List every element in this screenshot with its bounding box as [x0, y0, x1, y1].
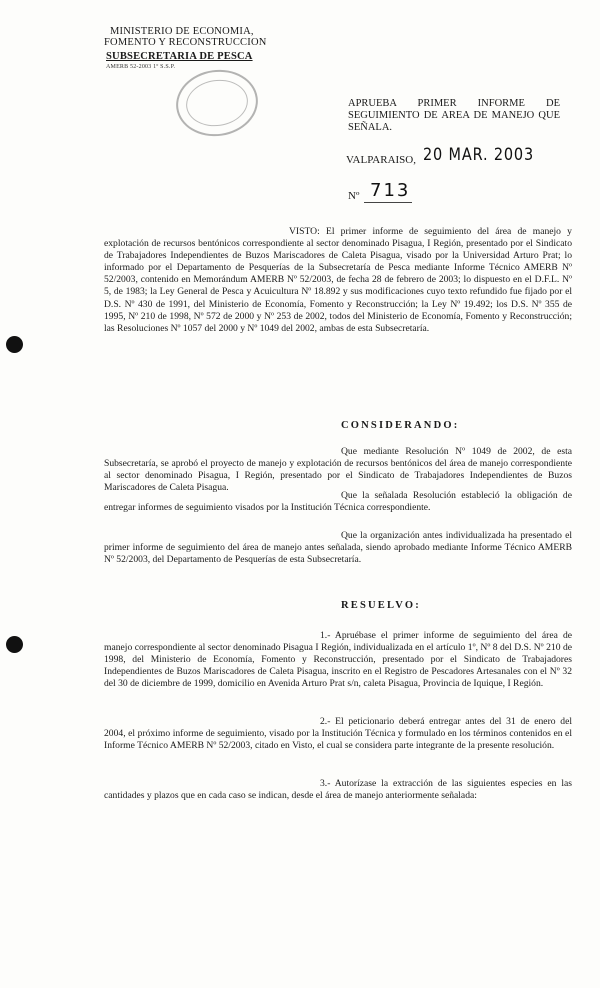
- punch-hole-top: [6, 336, 23, 353]
- considerando-item-2: Que la señalada Resolución estableció la obligación de entregar informes de seguimiento visados por la Institución Técnica correspondiente.: [104, 490, 572, 514]
- resuelvo-item-2: 2.- El peticionario deberá entregar antes del 31 de enero del 2004, el próximo informe de seguimiento, visado por la Institución Técnica y formulado en los términos contenidos en el Informe Técnico AMERB Nº 52/2003, citado en Visto, el cual se considera parte integrante de la presente resolución.: [104, 716, 572, 752]
- handwritten-date: 20 MAR. 2003: [423, 145, 535, 165]
- number-label: Nº: [348, 190, 360, 202]
- reference-code: AMERB 52-2003 1º S.S.P.: [106, 64, 176, 70]
- visto-text: El primer informe de seguimiento del área de manejo y explotación de recursos bentónicos correspondiente al sector denominado Pisagua, I Región, presentado por el Sindicato de Trabajadores Independientes de Buzos Mariscadores de Caleta Pisagua, visado por la Universidad Arturo Prat; lo informado por el Departamento de Pesquerías de la Subsecretaría de Pesca mediante Informe Técnico AMERB Nº 52/2003, contenido en Memorándum AMERB Nº 52/2003, de fecha 28 de febrero de 2003; lo dispuesto en el D.F.L. Nº 5, de 1983; la Ley General de Pesca y Acuicultura Nº 18.892 y sus modificaciones cuyo texto refundido fue fijado por el D.S. Nº 430 de 1991, del Ministerio de Economía, Fomento y Reconstrucción; la Ley Nº 19.492; los D.S. Nº 355 de 1995, Nº 210 de 1998, Nº 572 de 2000 y Nº 253 de 2002, todos del Ministerio de Economía, Fomento y Reconstrucción; las Resoluciones Nº 1057 del 2000 y Nº 1049 del 2002, ambas de esta Subsecretaría.: [104, 226, 572, 334]
- considerando-item-3: Que la organización antes individualizada ha presentado el primer informe de seguimiento del área de manejo antes señalada, siendo aprobado mediante Informe Técnico AMERB Nº 52/2003, del Departamento de Pesquerías de esta Subsecretaría.: [104, 530, 572, 566]
- resuelvo-heading: RESUELVO:: [341, 600, 421, 611]
- letterhead: [104, 26, 267, 71]
- resolution-title: APRUEBA PRIMER INFORME DE SEGUIMIENTO DE AREA DE MANEJO QUE SEÑALA.: [348, 98, 560, 133]
- number-underline: [364, 202, 412, 203]
- ministry-line-1: MINISTERIO DE ECONOMIA,: [110, 26, 254, 37]
- official-seal-stamp: [172, 65, 262, 142]
- visto-paragraph: [104, 226, 572, 335]
- visto-lead: VISTO:: [289, 226, 320, 237]
- considerando-heading: CONSIDERANDO:: [341, 420, 460, 431]
- place-label: VALPARAISO,: [346, 154, 416, 166]
- resolution-number: 713: [370, 180, 411, 201]
- resuelvo-item-3: 3.- Autorízase la extracción de las siguientes especies en las cantidades y plazos que en cada caso se indican, desde el área de manejo anteriormente señalada:: [104, 778, 572, 802]
- considerando-item-1: Que mediante Resolución Nº 1049 de 2002, de esta Subsecretaría, se aprobó el proyecto de manejo y explotación de recursos bentónicos del área de manejo correspondiente al sector denominado Pisagua, I Región, presentado por el Sindicato de Trabajadores Independientes de Buzos Mariscadores de Caleta Pisagua.: [104, 446, 572, 494]
- resuelvo-item-1: 1.- Apruébase el primer informe de seguimiento del área de manejo correspondiente al sector denominado Pisagua I Región, individualizada en el artículo 1º, Nº 8 del D.S. Nº 210 de 1998, del Ministerio de Economía, Fomento y Reconstrucción, presentado por el Sindicato de Trabajadores Independientes de Buzos Mariscadores de Caleta Pisagua, inscrito en el Registro de Pescadores Artesanales con el Nº 32 del 30 de diciembre de 1999, domicilio en Avenida Arturo Prat s/n, caleta Pisagua, Provincia de Iquique, I Región.: [104, 630, 572, 690]
- ministry-line-2: FOMENTO Y RECONSTRUCCION: [104, 37, 267, 48]
- punch-hole-bottom: [6, 636, 23, 653]
- subsecretaria-line: SUBSECRETARIA DE PESCA: [106, 51, 253, 62]
